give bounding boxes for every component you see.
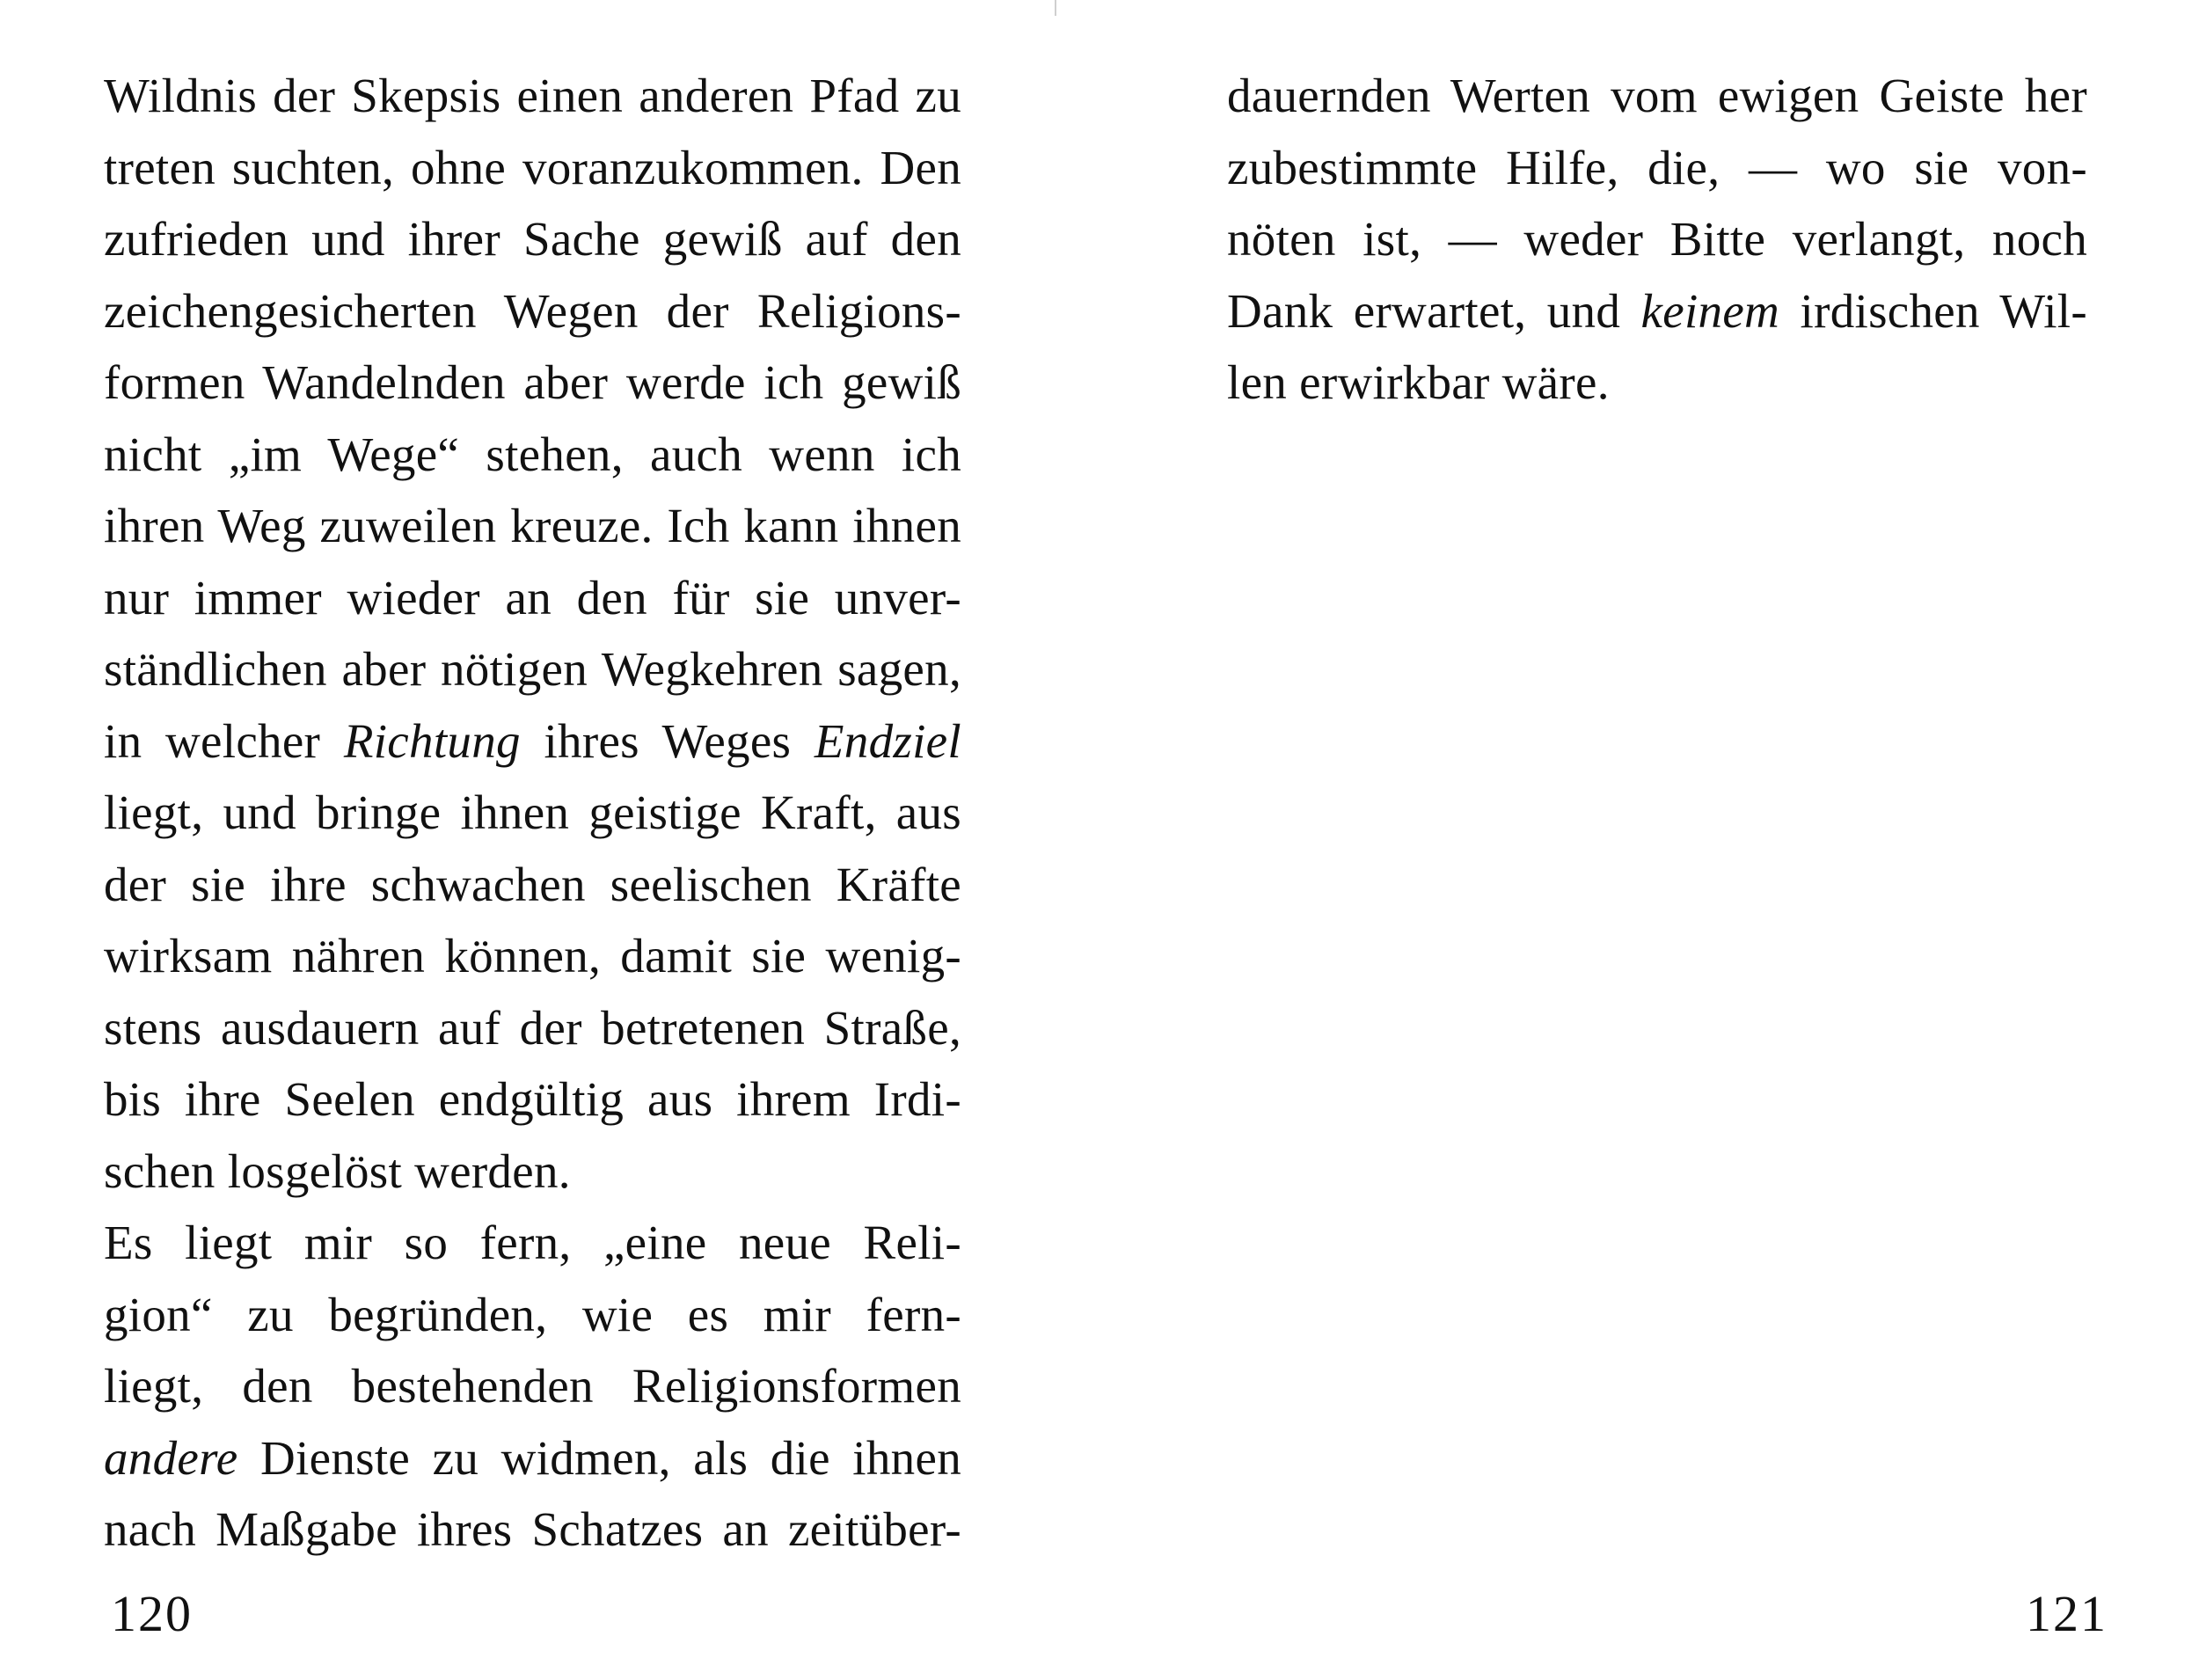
text-line: liegt, den bestehenden Religionsformen <box>104 1359 961 1413</box>
page-number-right: 121 <box>2026 1585 2108 1642</box>
text-line: Dank erwartet, und keinem irdischen Wil- <box>1227 283 2087 338</box>
text-line: ihren Weg zuweilen kreuze. Ich kann ihnen <box>104 499 961 552</box>
text-line: nöten ist, — weder Bitte verlangt, noch <box>1227 212 2087 266</box>
text-line: treten suchten, ohne voranzukommen. Den <box>104 140 961 194</box>
italic-emphasis: Endziel <box>814 713 961 768</box>
left-page-text <box>104 60 961 1566</box>
text-line: nur immer wieder an den für sie unver- <box>104 570 961 625</box>
text-line: liegt, und bringe ihnen geistige Kraft, aus <box>104 785 961 839</box>
text-line: dauernden Werten vom ewigen Geiste her <box>1227 69 2087 122</box>
text-line: nach Maßgabe ihres Schatzes an zeitüber- <box>104 1502 961 1556</box>
text-line: len erwirkbar wäre. <box>1227 355 1610 409</box>
right-page-text <box>1227 60 2087 419</box>
text-line: schen losgelöst werden. <box>104 1143 571 1198</box>
page-number-left: 120 <box>111 1585 193 1642</box>
right-page <box>1100 0 2199 1680</box>
text-line: zeichengesicherten Wegen der Religions- <box>104 283 961 338</box>
italic-emphasis: keinem <box>1640 283 1780 338</box>
text-line: ständlichen aber nötigen Wegkehren sagen, <box>104 642 961 696</box>
italic-emphasis: andere <box>104 1430 238 1485</box>
text-line: gion“ zu begründen, wie es mir fern- <box>104 1287 961 1341</box>
text-line: der sie ihre schwachen seelischen Kräfte <box>104 857 961 911</box>
text-line: zubestimmte Hilfe, die, — wo sie von- <box>1227 140 2087 194</box>
text-line: stens ausdauern auf der betretenen Straße, <box>104 1000 961 1055</box>
italic-emphasis: Richtung <box>343 713 521 768</box>
text-line: nicht „im Wege“ stehen, auch wenn ich <box>104 427 961 481</box>
text-line: bis ihre Seelen endgültig aus ihrem Irdi- <box>104 1072 961 1126</box>
text-line: andere Dienste zu widmen, als die ihnen <box>104 1430 961 1485</box>
text-line: formen Wandelnden aber werde ich gewiß <box>104 355 961 409</box>
text-line: wirksam nähren können, damit sie wenig- <box>104 929 961 982</box>
text-line: zufrieden und ihrer Sache gewiß auf den <box>104 212 961 266</box>
text-line: Es liegt mir so fern, „eine neue Reli- <box>104 1216 961 1269</box>
text-line: in welcher Richtung ihres Weges Endziel <box>104 713 961 768</box>
text-line: Wildnis der Skepsis einen anderen Pfad zu <box>104 69 961 122</box>
